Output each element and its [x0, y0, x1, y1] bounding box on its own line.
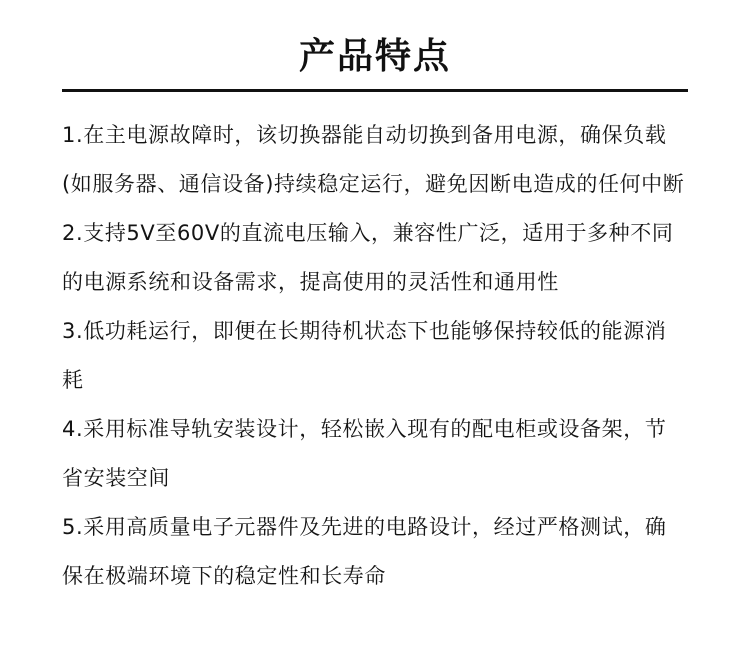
title-divider — [62, 89, 688, 92]
page-title: 产品特点 — [298, 36, 451, 77]
feature-line: 5.采用高质量电子元器件及先进的电路设计，经过严格测试，确 — [62, 515, 667, 539]
feature-line: 1.在主电源故障时，该切换器能自动切换到备用电源，确保负载 — [62, 123, 667, 147]
feature-line: 3.低功耗运行，即便在长期待机状态下也能够保持较低的能源消 — [62, 319, 667, 343]
feature-line: 保在极端环境下的稳定性和长寿命 — [62, 564, 386, 588]
feature-item-4 — [62, 405, 702, 503]
feature-line: 4.采用标准导轨安装设计，轻松嵌入现有的配电柜或设备架，节 — [62, 417, 667, 441]
feature-item-1 — [62, 111, 702, 209]
feature-line: 省安装空间 — [62, 466, 170, 490]
feature-item-3 — [62, 307, 702, 405]
feature-item-5 — [62, 503, 702, 601]
feature-item-2 — [62, 209, 702, 307]
feature-line: (如服务器、通信设备)持续稳定运行，避免因断电造成的任何中断 — [62, 172, 685, 196]
feature-list — [62, 111, 702, 601]
feature-line: 耗 — [62, 368, 84, 392]
feature-line: 的电源系统和设备需求，提高使用的灵活性和通用性 — [62, 270, 559, 294]
feature-line: 2.支持5V至60V的直流电压输入，兼容性广泛，适用于多种不同 — [62, 221, 674, 245]
